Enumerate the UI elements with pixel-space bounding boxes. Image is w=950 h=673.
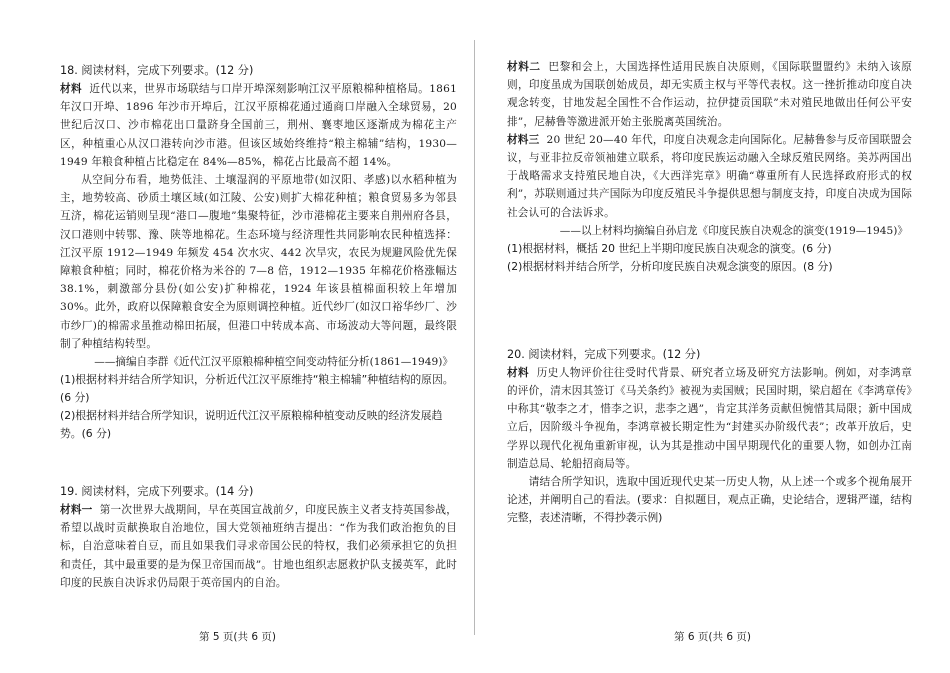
answer-space <box>507 276 912 346</box>
question-18-material-p2: 从空间分布看，地势低洼、土壤湿润的平原地带(如汉阳、孝感)以水稻种植为主，地势较高、砂质土壤区域(如江陵、公安)则扩大棉花种植；粮食贸易多为邻县互济，棉花运销则呈现“港口—腹地”集聚特征，沙市港棉花主要来自荆州府各县，汉口港则中转鄂、豫、陕等地棉花。生态环境与经济理性共同影响农民种植选择：江汉平原 1912—1949 年频发 454 次水灾、442 次旱灾，农民为规避风险优先保障粮食种植；同时，棉花价格为米谷的 7—8 倍，1912—1935 年棉花价格涨幅达 38.1%，刺激部分县份(如公安)扩种棉花，1924 年该县植棉面积较上年增加 30%。此外，政府以保障粮食安全为原则调控种植。近代纱厂(如汉口裕华纱厂、沙市纱厂)的棉需求虽推动棉田拓展，但港口中转成本高、市场波动大等问题，最终限制了种植结构转型。 <box>60 174 457 350</box>
page-6-footer: 第 6 页(共 6 页) <box>674 631 751 643</box>
question-20-header: 20. 阅读材料，完成下列要求。(12 分) <box>507 347 701 361</box>
question-18-source: ——摘编自李群《近代江汉平原粮棉种植空间变动特征分析(1861—1949)》 <box>94 356 453 369</box>
page-6 <box>475 0 950 673</box>
question-20-material <box>507 364 912 473</box>
material-text-p1: 近代以来，世界市场联结与口岸开埠深刻影响江汉平原粮棉种植格局。1861 年汉口开埠、1896 年沙市开埠后，江汉平原棉花通过通商口岸融入全球贸易，20 世纪后汉口、沙市棉花出口量跻身全国前三，荆州、襄枣地区逐渐成为棉花主产区，种植重心从汉口港转向沙市港。但该区域始终维持“粮主棉辅”结构，1930—1949 年粮食种植占比稳定在 84%—85%，棉花占比最高不超 14%。 <box>60 83 458 168</box>
material-1-label: 材料一 <box>60 504 93 517</box>
question-19-material-1 <box>60 501 457 592</box>
material-label: 材料 <box>60 83 82 95</box>
question-18-sub-2: (2)根据材料并结合所学知识，说明近代江汉平原粮棉种植变动反映的经济发展趋势。(6 分) <box>60 409 443 441</box>
question-19-source: ——以上材料均摘编自孙启龙《印度民族自决观念的演变(1919—1945)》 <box>559 224 908 237</box>
question-18-material <box>60 80 457 171</box>
question-19-header: 19. 阅读材料，完成下列要求。(14 分) <box>60 485 254 499</box>
question-19-material-3 <box>507 131 912 222</box>
answer-space <box>60 443 457 483</box>
question-18-header: 18. 阅读材料，完成下列要求。(12 分) <box>60 64 254 77</box>
question-19-sub-2: (2)根据材料并结合所学，分析印度民族自决观念演变的原因。(8 分) <box>507 259 833 273</box>
question-18-sub-1: (1)根据材料并结合所学知识，分析近代江汉平原维持“粮主棉辅”种植结构的原因。(6 分) <box>60 373 454 405</box>
material-2-text: 巴黎和会上，大国选择性适用民族自决原则，《国际联盟盟约》未纳入该原则，印度虽成为国联创始成员，却无实质主权与平等代表权。这一挫折推动印度自决观念转变，甘地发起全国性不合作运动，拉伊捷贡国联”未对殖民地做出任何公平安排”，尼赫鲁等激进派开始主张脱离英国统治。 <box>507 61 913 128</box>
question-20-requirement: 请结合所学知识，选取中国近现代史某一历史人物，从上述一个或多个视角展开论述，并阐明自己的看法。(要求：自拟题目，观点正确，史论结合，逻辑严谨，结构完整，表述清晰，不得抄袭示例) <box>507 475 912 525</box>
question-19-material-2 <box>507 58 912 131</box>
question-19-sub-1: (1)根据材料，概括 20 世纪上半期印度民族自决观念的演变。(6 分) <box>507 241 832 255</box>
material-1-text: 第一次世界大战期间，早在英国宣战前夕，印度民族主义者支持英国参战，希望以战时贡献换取自治地位，国大党领袖班纳吉提出：“作为我们政治抱负的目标，自治意味着自豆，而且如果我们寻求帝国公民的特权，我们必须承担它的负担和责任，其中最重要的是为保卫帝国而战”。甘地也组织志愿救护队支援英军，此时印度的民族自决诉求仍局限于英帝国内的自治。 <box>60 504 457 589</box>
material-label: 材料 <box>507 366 530 379</box>
material-3-text: 20 世纪 20—40 年代，印度自决观念走向国际化。尼赫鲁参与反帝国联盟会议，与亚非拉反帝领袖建立联系，将印度民族运动融入全球反殖民网络。美苏两国出于战略需求支持殖民地自决，《大西洋宪章》明确“尊重所有人民选择政府形式的权利”，苏联则通过共产国际为印度反殖民斗争提供思想与制度支持，印度自决成为国际社会认可的合法诉求。 <box>507 133 912 219</box>
material-3-label: 材料三 <box>507 133 540 146</box>
page-5-footer: 第 5 页(共 6 页) <box>199 631 276 643</box>
material-text: 历史人物评价往往受时代背景、研究者立场及研究方法影响。例如，对李鸿章的评价，清末因其签订《马关条约》被视为卖国贼；民国时期，梁启超在《李鸿章传》中称其“敬李之才，惜李之识，悲李之遇”，肯定其洋务贡献但惋惜其局限；新中国成立后，因阶级斗争视角，李鸿章被长期定性为“封建买办阶级代表”；改革开放后，史学界以现代化视角重新审视，认为其是推动中国早期现代化的重要人物，如创办江南制造总局、轮船招商局等。 <box>507 366 912 470</box>
material-2-label: 材料二 <box>507 61 541 73</box>
